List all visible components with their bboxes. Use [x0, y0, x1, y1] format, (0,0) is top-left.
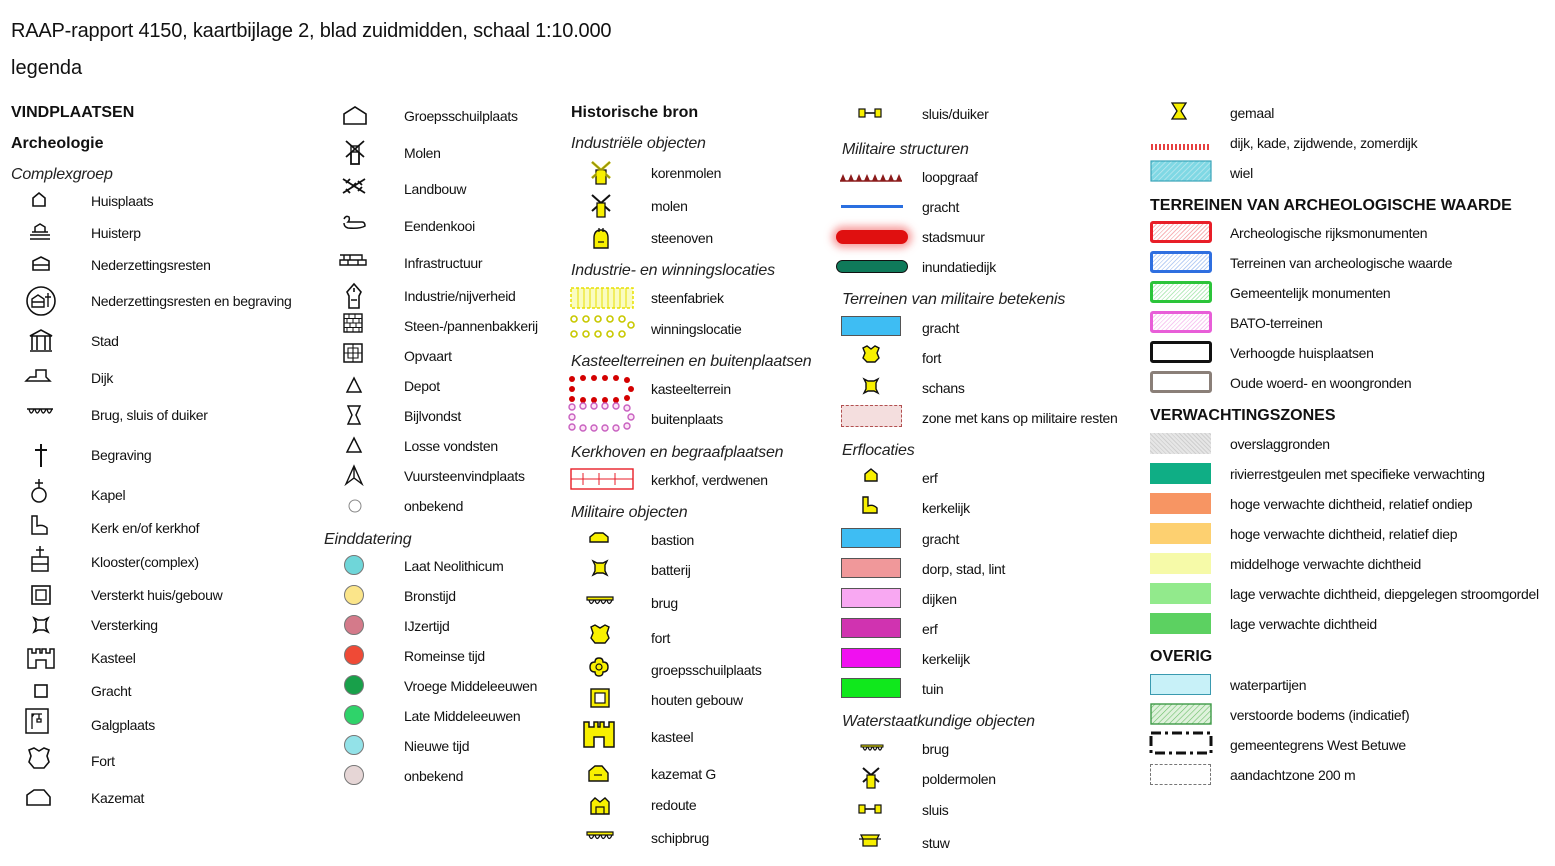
legend-label: fort	[922, 350, 942, 366]
brickfactory-swatch	[570, 287, 634, 314]
chapel-icon	[29, 478, 49, 509]
water-swatch	[1150, 674, 1211, 695]
yard-icon	[863, 467, 879, 488]
terrein-swatch	[1150, 251, 1212, 273]
city-icon	[28, 329, 54, 358]
legend-label: stadsmuur	[922, 229, 985, 245]
legend-label: Stad	[91, 333, 119, 349]
legend-label: steenfabriek	[651, 290, 724, 306]
legend-label: Groepsschuilplaats	[404, 108, 518, 124]
legend-label: Romeinse tijd	[404, 648, 485, 664]
depot-icon	[345, 376, 363, 399]
legend-label: molen	[651, 198, 688, 214]
legend-label: wiel	[1230, 165, 1253, 181]
legend-label: Galgplaats	[91, 717, 155, 733]
attention-zone-swatch	[1150, 764, 1211, 785]
legend-label: Landbouw	[404, 181, 467, 197]
legend-label: bastion	[651, 532, 695, 548]
industry-icon	[344, 282, 364, 315]
legend-label: houten gebouw	[651, 692, 743, 708]
fort-icon	[26, 746, 52, 775]
legend-label: Versterking	[91, 617, 158, 633]
fortification-icon	[30, 614, 52, 641]
legend-label: sluis/duiker	[922, 106, 989, 122]
legend-label: BATO-terreinen	[1230, 315, 1323, 331]
legend-label: Dijk	[91, 370, 114, 386]
legend-subtitle: legenda	[11, 57, 83, 79]
mill-icon	[590, 193, 612, 224]
boundary-swatch	[1149, 731, 1213, 760]
legend-label: dijk, kade, zijdwende, zomerdijk	[1230, 135, 1418, 151]
redoubt-icon	[861, 376, 881, 401]
legend-label: Oude woerd- en woongronden	[1230, 375, 1412, 391]
pumping-station-icon	[1170, 101, 1188, 126]
legend-label: middelhoge verwachte dichtheid	[1230, 556, 1422, 572]
legend-label: erf	[922, 470, 938, 486]
legend-label: schipbrug	[651, 830, 710, 846]
legend-label: Depot	[404, 378, 440, 394]
flint-icon	[344, 464, 364, 491]
casemate-icon	[586, 763, 610, 788]
group-heading-complexgroep: Complexgroep	[11, 166, 113, 183]
group-heading: Militaire structuren	[842, 141, 969, 158]
legend-label: poldermolen	[922, 771, 996, 787]
pontoon-bridge-icon	[586, 830, 614, 849]
legend-label: brug	[922, 741, 949, 757]
fortified-house-icon	[30, 584, 52, 611]
sluice-icon	[858, 106, 882, 125]
group-heading: Terreinen van militaire betekenis	[842, 291, 1066, 308]
terrein-swatch	[1150, 341, 1212, 363]
bridge-icon	[860, 742, 884, 760]
expectation-swatch	[1150, 433, 1211, 454]
legend-label: Vuursteenvindplaats	[404, 468, 525, 484]
village-swatch	[841, 558, 901, 578]
legend-label: gracht	[922, 199, 960, 215]
legend-label: gracht	[922, 531, 960, 547]
axe-find-icon	[345, 404, 363, 431]
legend-label: stuw	[922, 835, 950, 851]
settlement-burial-icon	[24, 285, 58, 322]
group-heading: Industriële objecten	[571, 135, 706, 152]
legend-label: Kazemat	[91, 790, 145, 806]
battery-icon	[590, 558, 610, 583]
expectation-swatch	[1150, 613, 1211, 634]
wooden-building-icon	[589, 687, 611, 714]
legend-label: Verhoogde huisplaatsen	[1230, 345, 1374, 361]
legend-label: kerkhof, verdwenen	[651, 472, 768, 488]
legend-label: Bijlvondst	[404, 408, 461, 424]
legend-label: tuin	[922, 681, 944, 697]
legend-label: korenmolen	[651, 165, 722, 181]
legend-label: onbekend	[404, 498, 464, 514]
moat-line	[841, 205, 903, 208]
legend-label: buitenplaats	[651, 411, 723, 427]
brickworks-icon	[342, 312, 364, 339]
expectation-swatch	[1150, 553, 1211, 574]
monastery-icon	[29, 545, 51, 578]
legend-label: hoge verwachte dichtheid, relatief ondiep	[1230, 496, 1473, 512]
dating-swatch	[344, 765, 364, 785]
terp-icon	[28, 223, 52, 246]
infrastructure-icon	[338, 251, 368, 274]
settlement-icon	[30, 255, 52, 276]
grain-mill-icon	[590, 160, 612, 191]
terrein-swatch	[1150, 281, 1212, 303]
legend-label: Kerk en/of kerkhof	[91, 520, 200, 536]
dating-swatch	[344, 705, 364, 725]
legend-label: sluis	[922, 802, 949, 818]
expectation-swatch	[1150, 463, 1211, 484]
legend-label: Kapel	[91, 487, 126, 503]
legend-label: Industrie/nijverheid	[404, 288, 516, 304]
military-zone-swatch	[841, 405, 902, 427]
group-heading: Industrie- en winningslocaties	[571, 262, 775, 279]
legend-label: Molen	[404, 145, 441, 161]
bridge-icon	[26, 406, 54, 424]
shelter-icon	[342, 104, 368, 131]
legend-label: kasteelterrein	[651, 381, 731, 397]
mill-icon	[344, 138, 366, 171]
legend-label: gemaal	[1230, 105, 1275, 121]
inundation-dike-line	[836, 260, 908, 273]
church-icon	[29, 514, 49, 541]
moat-swatch	[841, 316, 901, 336]
legend-label: Steen-/pannenbakkerij	[404, 318, 538, 334]
dating-swatch	[344, 555, 364, 575]
legend-label: kerkelijk	[922, 500, 970, 516]
legend-label: winningslocatie	[651, 321, 742, 337]
bastion-icon	[588, 530, 610, 549]
weir-icon	[858, 831, 882, 854]
group-heading: Militaire objecten	[571, 504, 688, 521]
expectation-swatch	[1150, 523, 1211, 544]
legend-label: kerkelijk	[922, 651, 970, 667]
legend-label: Losse vondsten	[404, 438, 498, 454]
legend-label: overslaggronden	[1230, 436, 1330, 452]
group-heading-einddatering: Einddatering	[324, 531, 412, 548]
section-heading-overig: OVERIG	[1150, 648, 1213, 665]
legend-label: rivierrestgeulen met specifieke verwachting	[1230, 466, 1485, 482]
church-yard-icon	[860, 495, 880, 520]
shelter-icon	[588, 656, 610, 683]
house-icon	[30, 191, 48, 212]
legend-label: loopgraaf	[922, 169, 978, 185]
terrein-swatch	[1150, 371, 1212, 393]
section-heading-verwachtingszones: VERWACHTINGSZONES	[1150, 407, 1336, 424]
castle-icon	[26, 645, 56, 674]
legend-label: Vroege Middeleeuwen	[404, 678, 538, 694]
loose-finds-icon	[345, 436, 363, 459]
legend-label: gracht	[922, 320, 960, 336]
fort-icon	[860, 344, 882, 369]
legend-label: verstoorde bodems (indicatief)	[1230, 707, 1410, 723]
legend-label: Opvaart	[404, 348, 452, 364]
legend-label: waterpartijen	[1230, 677, 1307, 693]
legend-label: kazemat G	[651, 766, 716, 782]
legend-label: Kasteel	[91, 650, 136, 666]
legend-label: hoge verwachte dichtheid, relatief diep	[1230, 526, 1458, 542]
dating-swatch	[344, 585, 364, 605]
legend-label: Nieuwe tijd	[404, 738, 470, 754]
redoubt-icon	[589, 794, 611, 821]
dikes-swatch	[841, 588, 901, 608]
gallows-icon	[24, 707, 50, 740]
disturbed-swatch	[1150, 703, 1212, 730]
legend-label: erf	[922, 621, 938, 637]
group-heading: Kasteelterreinen en buitenplaatsen	[571, 353, 812, 370]
kiln-icon	[590, 226, 612, 255]
legend-label: Bronstijd	[404, 588, 456, 604]
section-heading-historische-bron: Historische bron	[571, 104, 699, 121]
sluice-icon	[858, 802, 882, 821]
polder-mill-icon	[861, 766, 881, 795]
expectation-swatch	[1150, 493, 1211, 514]
section-heading-archeologie: Archeologie	[11, 135, 104, 152]
castle-icon	[582, 717, 616, 754]
legend-label: Laat Neolithicum	[404, 558, 504, 574]
moat-swatch	[841, 528, 901, 548]
legend-label: kasteel	[651, 729, 694, 745]
legend-label: Brug, sluis of duiker	[91, 407, 208, 423]
legend-label: Begraving	[91, 447, 152, 463]
legend-label: zone met kans op militaire resten	[922, 410, 1118, 426]
legend-label: Nederzettingsresten en begraving	[91, 293, 292, 309]
legend-label: inundatiedijk	[922, 259, 996, 275]
map-title: RAAP-rapport 4150, kaartbijlage 2, blad zuidmidden, schaal 1:10.000	[11, 20, 612, 42]
dike-line	[1150, 138, 1212, 156]
garden-swatch	[841, 678, 901, 698]
legend-label: Klooster(complex)	[91, 554, 199, 570]
legend-label: batterij	[651, 562, 691, 578]
legend-label: schans	[922, 380, 965, 396]
legend-label: Eendenkooi	[404, 218, 475, 234]
agriculture-icon	[340, 175, 368, 202]
legend-label: redoute	[651, 797, 697, 813]
group-heading: Erflocaties	[842, 442, 915, 459]
bridge-icon	[586, 595, 614, 614]
duck-decoy-icon	[340, 213, 368, 236]
unknown-icon	[347, 498, 363, 519]
church-swatch	[841, 648, 901, 668]
city-wall-line	[836, 230, 908, 244]
legend-label: Huisplaats	[91, 193, 154, 209]
legend-label: dijken	[922, 591, 957, 607]
canal-icon	[342, 342, 364, 369]
dating-swatch	[344, 615, 364, 635]
legend-label: gemeentegrens West Betuwe	[1230, 737, 1406, 753]
dating-swatch	[344, 735, 364, 755]
legend-label: Versterkt huis/gebouw	[91, 587, 223, 603]
fort-icon	[588, 623, 612, 650]
expectation-swatch	[1150, 583, 1211, 604]
trench-line	[838, 170, 904, 188]
legend-label: brug	[651, 595, 678, 611]
legend-label: Gracht	[91, 683, 132, 699]
legend-label: Huisterp	[91, 225, 141, 241]
section-heading-vindplaatsen: VINDPLAATSEN	[11, 104, 135, 121]
legend-label: lage verwachte dichtheid	[1230, 616, 1377, 632]
group-heading: Waterstaatkundige objecten	[842, 713, 1035, 730]
legend-label: Terreinen van archeologische waarde	[1230, 255, 1453, 271]
legend-label: Infrastructuur	[404, 255, 483, 271]
section-heading-terreinen: TERREINEN VAN ARCHEOLOGISCHE WAARDE	[1150, 197, 1512, 214]
legend-label: dorp, stad, lint	[922, 561, 1006, 577]
cemetery-swatch	[570, 468, 634, 495]
terrein-swatch	[1150, 221, 1212, 243]
country-estate-swatch	[567, 402, 637, 437]
dating-swatch	[344, 645, 364, 665]
extraction-swatch	[568, 312, 636, 347]
dating-swatch	[344, 675, 364, 695]
group-heading: Kerkhoven en begraafplaatsen	[571, 444, 784, 461]
legend-label: IJzertijd	[404, 618, 450, 634]
yard-swatch	[841, 618, 901, 638]
legend-label: Late Middeleeuwen	[404, 708, 521, 724]
pool-swatch	[1150, 160, 1212, 187]
legend-label: lage verwachte dichtheid, diepgelegen stroomgordel	[1230, 586, 1539, 602]
legend-label: onbekend	[404, 768, 464, 784]
legend-label: Nederzettingsresten	[91, 257, 211, 273]
legend-label: fort	[651, 630, 671, 646]
legend-label: steenoven	[651, 230, 713, 246]
terrein-swatch	[1150, 311, 1212, 333]
casemate-icon	[24, 787, 52, 812]
legend-label: Fort	[91, 753, 115, 769]
legend-label: aandachtzone 200 m	[1230, 767, 1356, 783]
legend-label: groepsschuilplaats	[651, 662, 762, 678]
moat-icon	[33, 683, 49, 704]
legend-label: Gemeentelijk monumenten	[1230, 285, 1391, 301]
cross-icon	[33, 442, 49, 473]
legend-label: Archeologische rijksmonumenten	[1230, 225, 1428, 241]
dike-icon	[24, 366, 52, 389]
